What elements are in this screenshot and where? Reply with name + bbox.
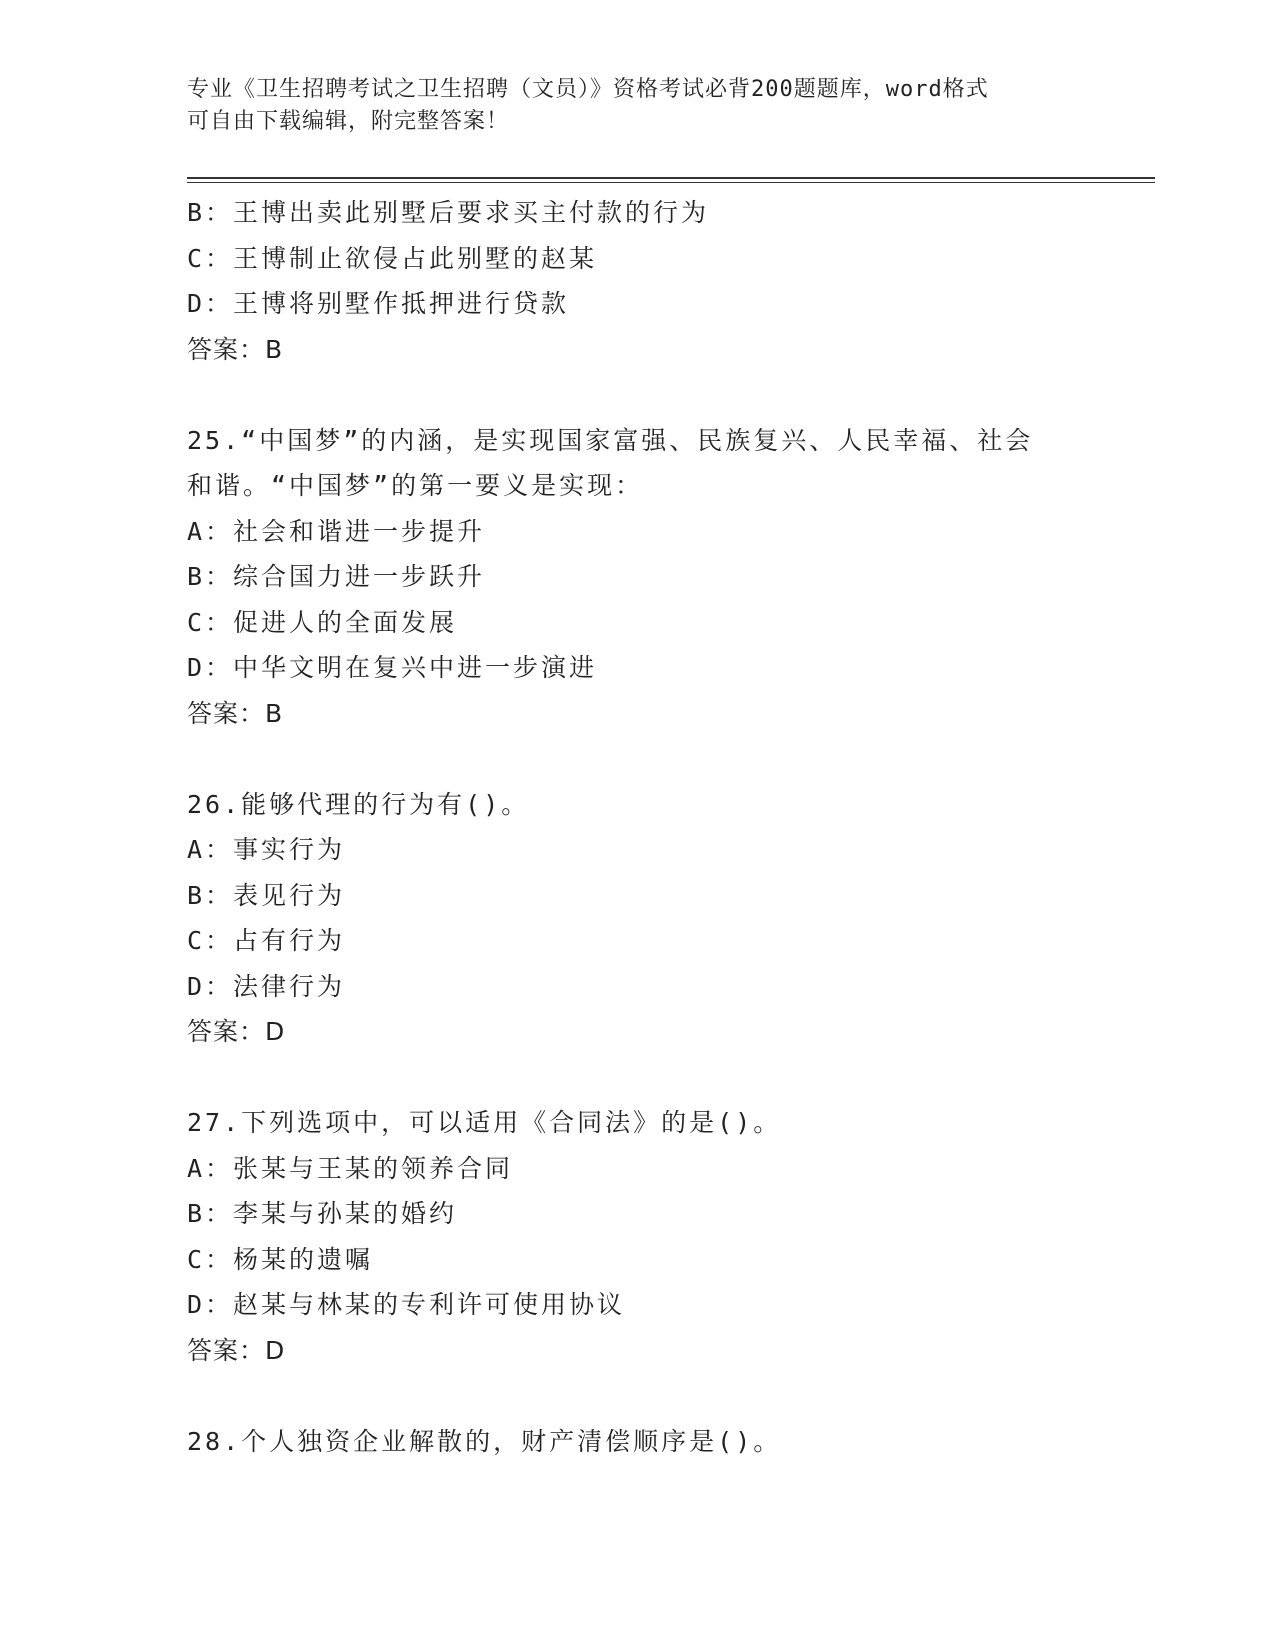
question-stem: 27.下列选项中，可以适用《合同法》的是()。 bbox=[187, 1108, 782, 1137]
option-b: B：李某与孙某的婚约 bbox=[187, 1199, 458, 1228]
question-26 bbox=[187, 782, 1155, 1055]
header-title-line-2: 可自由下载编辑，附完整答案！ bbox=[187, 109, 510, 134]
option-d: D：王博将别墅作抵押进行贷款 bbox=[187, 289, 570, 318]
question-27 bbox=[187, 1100, 1155, 1373]
option-d: D：赵某与林某的专利许可使用协议 bbox=[187, 1290, 626, 1319]
question-28 bbox=[187, 1419, 1155, 1465]
option-a: A：张某与王某的领养合同 bbox=[187, 1153, 514, 1183]
option-a: A：社会和谐进一步提升 bbox=[187, 516, 486, 546]
answer: 答案：D bbox=[187, 1017, 286, 1046]
answer: 答案：D bbox=[187, 1335, 286, 1365]
question-stem: 28.个人独资企业解散的，财产清偿顺序是()。 bbox=[187, 1426, 782, 1456]
spacer bbox=[187, 372, 1155, 418]
spacer bbox=[187, 736, 1155, 782]
answer: 答案：B bbox=[187, 698, 284, 728]
option-c: C：占有行为 bbox=[187, 926, 346, 955]
question-stem: 26.能够代理的行为有()。 bbox=[187, 789, 530, 819]
option-b: B：表见行为 bbox=[187, 880, 346, 910]
option-b: B：综合国力进一步跃升 bbox=[187, 562, 486, 591]
answer: 答案：B bbox=[187, 334, 284, 364]
question-stem-line-2: 和谐。“中国梦”的第一要义是实现： bbox=[187, 471, 644, 500]
option-d: D：法律行为 bbox=[187, 971, 346, 1001]
spacer bbox=[187, 1055, 1155, 1101]
header-divider bbox=[187, 177, 1155, 183]
question-25 bbox=[187, 418, 1155, 737]
option-c: C：促进人的全面发展 bbox=[187, 607, 458, 637]
option-a: A：事实行为 bbox=[187, 835, 346, 864]
option-d: D：中华文明在复兴中进一步演进 bbox=[187, 653, 598, 682]
question-stem-line-1: 25.“中国梦”的内涵，是实现国家富强、民族复兴、人民幸福、社会 bbox=[187, 425, 1034, 455]
header-title-line-1: 专业《卫生招聘考试之卫生招聘（文员）》资格考试必背200题题库，word格式 bbox=[187, 77, 989, 102]
question-list bbox=[187, 190, 1155, 1464]
option-c: C：杨某的遗嘱 bbox=[187, 1244, 374, 1274]
question-24 bbox=[187, 190, 1155, 372]
page-header bbox=[187, 74, 1087, 138]
option-c: C：王博制止欲侵占此别墅的赵某 bbox=[187, 243, 598, 273]
spacer bbox=[187, 1373, 1155, 1419]
option-b: B：王博出卖此别墅后要求买主付款的行为 bbox=[187, 198, 710, 227]
